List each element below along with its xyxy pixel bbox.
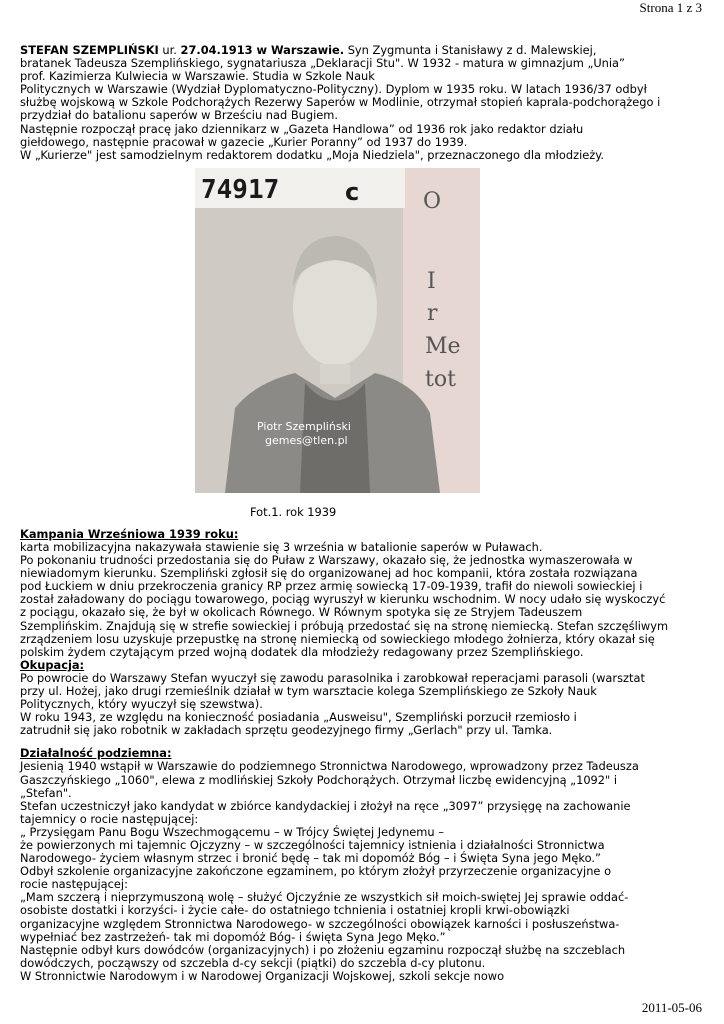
photo-caption: Fot.1. rok 1939	[250, 504, 337, 519]
photo-block	[20, 168, 704, 528]
kampania-line: pod Łuckiem w dniu przekroczenia granicy RP przez armię sowiecką 17-09-1939, trafił do niewoli sowieckiej i	[20, 579, 643, 594]
okupacja-line: przy ul. Hożej, jako drugi rzemieślnik działał w tym warsztacie kolega Szemplińskiego ze Szkoły Nauk	[20, 683, 597, 698]
podziemna-line: Jesienią 1940 wstąpił w Warszawie do podziemnego Stronnictwa Narodowego, wprowadzony przez Tadeusza	[20, 759, 639, 774]
section-title-podziemna: Działalność podziemna:	[20, 746, 172, 761]
kampania-line: został załadowany do pociągu towarowego, pociąg wyruszył w kierunku wschodnim. W nocy udało się wyskoczyć	[20, 592, 666, 607]
podziemna-line: że powierzonych mi tajemnic Ojczyzny – w szczególności tajemnicy istnienia i działalności Stronnictwa	[20, 838, 605, 852]
intro-line: W „Kurierze" jest samodzielnym redaktorem dodatku „Moja Niedziela", przeznaczonego dla młodzieży.	[20, 147, 604, 162]
podziemna-line: Następnie odbył kurs dowódców (organizacyjnych) i po złożeniu egzaminu rozpoczął służbę na szczeblach	[20, 942, 626, 957]
okupacja-line: Politycznych, który wyuczył się szewstwa).	[20, 697, 263, 712]
podziemna-line: tajemnicy o rocie następującej:	[20, 811, 199, 826]
podziemna-line: Stefan uczestniczył jako kandydat w zbiórce kandydackiej i złożył na ręce „3097” przysięgę na zachowanie	[20, 798, 631, 813]
podziemna-line: Narodowego- życiem własnym strzec i bronić będę – tak mi dopomóż Bóg – i Święta Syna jego Męko.”	[20, 851, 601, 866]
podziemna-line: W Stronnictwie Narodowym i w Narodowej Organizacji Wojskowej, szkoli sekcje nowo	[20, 968, 505, 983]
podziemna-line: osobiste dostatki i korzyści- i życie całe- do ostatniego tchnienia i ostatniej kropli krwi-obowiązki	[20, 903, 570, 918]
photo-side-letter: Me	[425, 333, 461, 359]
section-title-okupacja: Okupacja:	[20, 657, 85, 672]
podziemna-line: wypełniać bez zastrzeżeń- tak mi dopomóż Bóg- i święta Syna Jego Męko.”	[20, 929, 446, 944]
photo-side-letter: O	[423, 188, 442, 214]
section-title-kampania: Kampania Wrześniowa 1939 roku:	[20, 526, 239, 541]
intro-line: Następnie rozpoczął pracę jako dziennikarz w „Gazeta Handlowa” od 1936 rok jako redaktor działu	[20, 121, 584, 136]
birth-date: 27.04.1913 w Warszawie.	[180, 43, 345, 57]
portrait-photo	[195, 168, 480, 493]
kampania-line: niewiadomym kierunku. Szempliński zgłosił się do organizowanej ad hoc kompanii, która została rozwiązana	[20, 566, 638, 581]
kampania-line: Szemplińskim. Znajdują się w strefie sowieckiej i próbują przedostać się na stronę niemiecką. Stefan szczęśliwym	[20, 618, 669, 633]
photo-watermark: gemes@tlen.pl	[265, 433, 348, 447]
page-number: Strona 1 z 3	[639, 0, 702, 15]
photo-side-letter: r	[427, 300, 438, 326]
podziemna-line: dowódczych, począwszy od szczebla d-cy sekcji (piątki) do szczebla d-cy plutonu.	[20, 955, 486, 970]
intro-line: przydział do batalionu saperów w Brześciu nad Bugiem.	[20, 108, 338, 123]
born-label: ur.	[162, 43, 177, 57]
kampania-line: karta mobilizacyjna nakazywała stawienie się 3 września w batalionie saperów w Puławach.	[20, 539, 543, 554]
kampania-line: z pociągu, okazało się, że był w okolicach Równego. W Równym spotyka się ze Stryjem Tadeuszem	[20, 605, 583, 620]
okupacja-line: W roku 1943, ze względu na konieczność posiadania „Ausweisu", Szempliński porzucił rzemiosło i	[20, 710, 577, 725]
photo-side-letter: tot	[425, 366, 456, 392]
intro-line: bratanek Tadeusza Szemplińskiego, sygnatariusza „Deklaracji Stu". W 1932 - matura w gimnazjum „Unia”	[20, 56, 625, 71]
podziemna-line: „ Przysięgam Panu Bogu Wszechmogącemu – w Trójcy Świętej Jedynemu –	[20, 824, 444, 839]
podziemna-line: „Stefan".	[20, 785, 72, 800]
kampania-line: Po pokonaniu trudności przedostania się do Puław z Warszawy, okazało się, że jednostka wymaszerowała w	[20, 553, 633, 568]
photo-letter: c	[345, 177, 360, 206]
photo-number: 74917	[201, 174, 280, 205]
podziemna-line: Odbył szkolenie organizacyjne zakończone egzaminem, po którym złożył przyrzeczenie organizacyjne o	[20, 864, 612, 879]
okupacja-line: zatrudnił się jako robotnik w zakładach sprzętu geodezyjnego firmy „Gerlach" przy ul. Tamka.	[20, 723, 553, 738]
person-name: STEFAN SZEMPLIŃSKI	[20, 43, 159, 57]
intro-line-rest: Syn Zygmunta i Stanisławy z d. Malewskiej,	[344, 43, 597, 57]
intro-line: Politycznych w Warszawie (Wydział Dyplomatyczno-Polityczny). Dyplom w 1935 roku. W latach 1936/37 odbył	[20, 82, 647, 97]
intro-line: służbę wojskową w Szkole Podchorążych Rezerwy Saperów w Modlinie, otrzymał stopień kaprala-podchorążego i	[20, 95, 661, 110]
podziemna-line: Gaszczyńskiego „1060", elewa z modlińskiej Szkoły Podchorążych. Otrzymał liczbę ewidencyjną „1092" i	[20, 772, 618, 787]
footer-date: 2011-05-06	[641, 1000, 702, 1015]
intro-line: giełdowego, następnie pracował w gazecie „Kurier Poranny” od 1937 do 1939.	[20, 134, 468, 149]
document-body	[20, 44, 704, 983]
photo-watermark: Piotr Szempliński	[257, 419, 351, 433]
podziemna-line: rocie następującej:	[20, 877, 128, 892]
portrait-image	[195, 168, 480, 493]
kampania-line: zrządzeniem losu uzyskuje przepustkę na stronę niemiecką od sowieckiego młodego żołnierza, który okazał się	[20, 631, 655, 646]
okupacja-line: Po powrocie do Warszawy Stefan wyuczył się zawodu parasolnika i zarobkował reperacjami parasoli (warsztat	[20, 670, 645, 685]
photo-side-letter: I	[427, 268, 436, 294]
podziemna-line: „Mam szczerą i nieprzymuszoną wolę – służyć Ojczyźnie ze wszystkich sił moich-swiętej Jej sprawie oddać-	[20, 890, 629, 905]
podziemna-line: organizacyjne względem Stronnictwa Narodowego- w szczególności obowiązek karności i posłuszeństwa-	[20, 916, 620, 931]
intro-line: prof. Kazimierza Kulwiecia w Warszawie. Studia w Szkole Nauk	[20, 69, 375, 84]
kampania-line: polskim żydem czytającym przed wojną dodatek dla młodzieży redagowany przez Szemplińskiego.	[20, 644, 584, 659]
